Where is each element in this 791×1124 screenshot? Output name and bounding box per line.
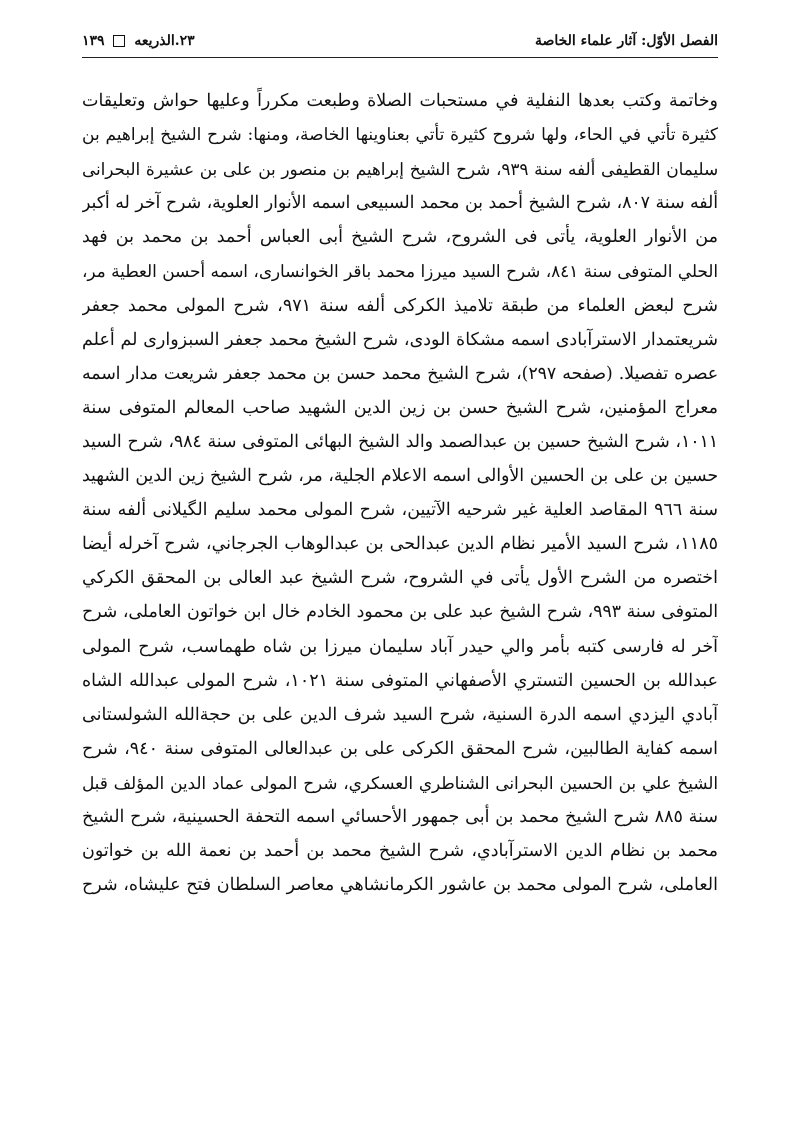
text-line: كثيرة تأتي في الحاء، ولها شروح كثيرة تأتي بعناوينها الخاصة، ومنها: شرح الشيخ إبراهيم بن xyxy=(82,125,718,146)
text-line: سليمان القطيفى ألفه سنة ٩٣٩، شرح الشيخ إبراهيم بن منصور بن على بن عشيرة البحرانى xyxy=(82,159,718,180)
text-line: عبدالله بن الحسين التستري الأصفهاني المتوفى سنة ١٠٢١، شرح المولى عبدالله الشاه xyxy=(82,670,718,691)
text-line: آخر له فارسى كتبه بأمر والي حيدر آباد سليمان ميرزا بن شاه طهماسب، شرح المولى xyxy=(82,636,718,657)
text-line: سنة ٨٨٥ شرح الشيخ محمد بن أبى جمهور الأحسائي اسمه التحفة الحسينية، شرح الشيخ xyxy=(82,806,718,827)
text-line: المتوفى سنة ٩٩٣، شرح الشيخ عبد على بن محمود الخادم خال ابن خواتون العاملى، شرح xyxy=(82,602,718,623)
text-line: شريعتمدار الاسترآبادى اسمه مشكاة الودى، شرح الشيخ محمد جعفر السبزوارى لم أعلم xyxy=(82,329,718,350)
header-divider xyxy=(82,57,718,58)
text-line: اختصره من الشرح الأول يأتى في الشروح، شرح الشيخ عبد العالى بن المحقق الكركي xyxy=(82,568,718,589)
text-line: وخاتمة وكتب بعدها النفلية في مستحبات الصلاة وطبعت مكرراً وعليها حواش وتعليقات xyxy=(82,91,718,111)
body-text xyxy=(82,84,718,902)
text-line: الشيخ علي بن الحسين البحرانى الشناطري العسكري، شرح المولى عماد الدين المؤلف قبل xyxy=(82,772,718,793)
text-line: محمد بن نظام الدين الاسترآبادي، شرح الشيخ محمد بن أحمد بن نعمة الله بن خواتون xyxy=(82,841,718,862)
text-line: من الأنوار العلوية، يأتى فى الشروح، شرح الشيخ أبى العباس أحمد بن محمد بن فهد xyxy=(82,227,718,248)
volume-label: ٢٣.الذريعه xyxy=(134,33,195,49)
text-line: ١٠١١، شرح الشيخ حسين بن عبدالصمد والد الشيخ البهائى المتوفى سنة ٩٨٤، شرح السيد xyxy=(82,431,718,452)
text-line: الحلي المتوفى سنة ٨٤١، شرح السيد ميرزا محمد باقر الخوانسارى، اسمه أحسن العطية مر، xyxy=(82,261,718,282)
text-line: العاملى، شرح المولى محمد بن عاشور الكرمانشاهي معاصر السلطان فتح عليشاه، شرح xyxy=(82,875,718,896)
text-line: عصره تفصيلا. (صفحه ٢٩٧)، شرح الشيخ محمد حسن بن محمد جعفر شريعت مدار اسمه xyxy=(82,363,718,384)
chapter-title: الفصل الأوّل: آثار علماء الخاصة xyxy=(534,33,718,49)
separator-box-icon xyxy=(113,35,125,47)
page-reference xyxy=(82,33,195,49)
text-line: ألفه سنة ٨٠٧، شرح الشيخ أحمد بن محمد السبيعى اسمه الأنوار العلوية، شرح آخر له أكبر xyxy=(82,193,718,214)
running-header xyxy=(82,30,718,56)
page-number: ١٣٩ xyxy=(82,33,105,49)
text-line: آبادي اليزدي اسمه الدرة السنية، شرح السيد شرف الدين على بن حجةالله الشولستانى xyxy=(82,704,718,725)
text-line: سنة ٩٦٦ المقاصد العلية غير شرحيه الآتيين، شرح المولى محمد سليم الگيلانى ألفه سنة xyxy=(82,500,718,521)
text-line: معراج المؤمنين، شرح الشيخ حسن بن زين الدين الشهيد صاحب المعالم المتوفى سنة xyxy=(82,397,718,418)
text-line: شرح لبعض العلماء من طبقة تلاميذ الكركى ألفه سنة ٩٧١، شرح المولى محمد جعفر xyxy=(82,295,718,316)
text-line: ١١٨٥، شرح السيد الأمير نظام الدين عبدالحى بن عبدالوهاب الجرجاني، شرح آخرله أيضا xyxy=(82,534,718,555)
text-line: اسمه كفاية الطالبين، شرح المحقق الكركى على بن عبدالعالى المتوفى سنة ٩٤٠، شرح xyxy=(82,738,718,759)
text-line: حسين بن على بن الحسين الأوالى اسمه الاعلام الجلية، مر، شرح الشيخ زين الدين الشهيد xyxy=(82,466,718,487)
